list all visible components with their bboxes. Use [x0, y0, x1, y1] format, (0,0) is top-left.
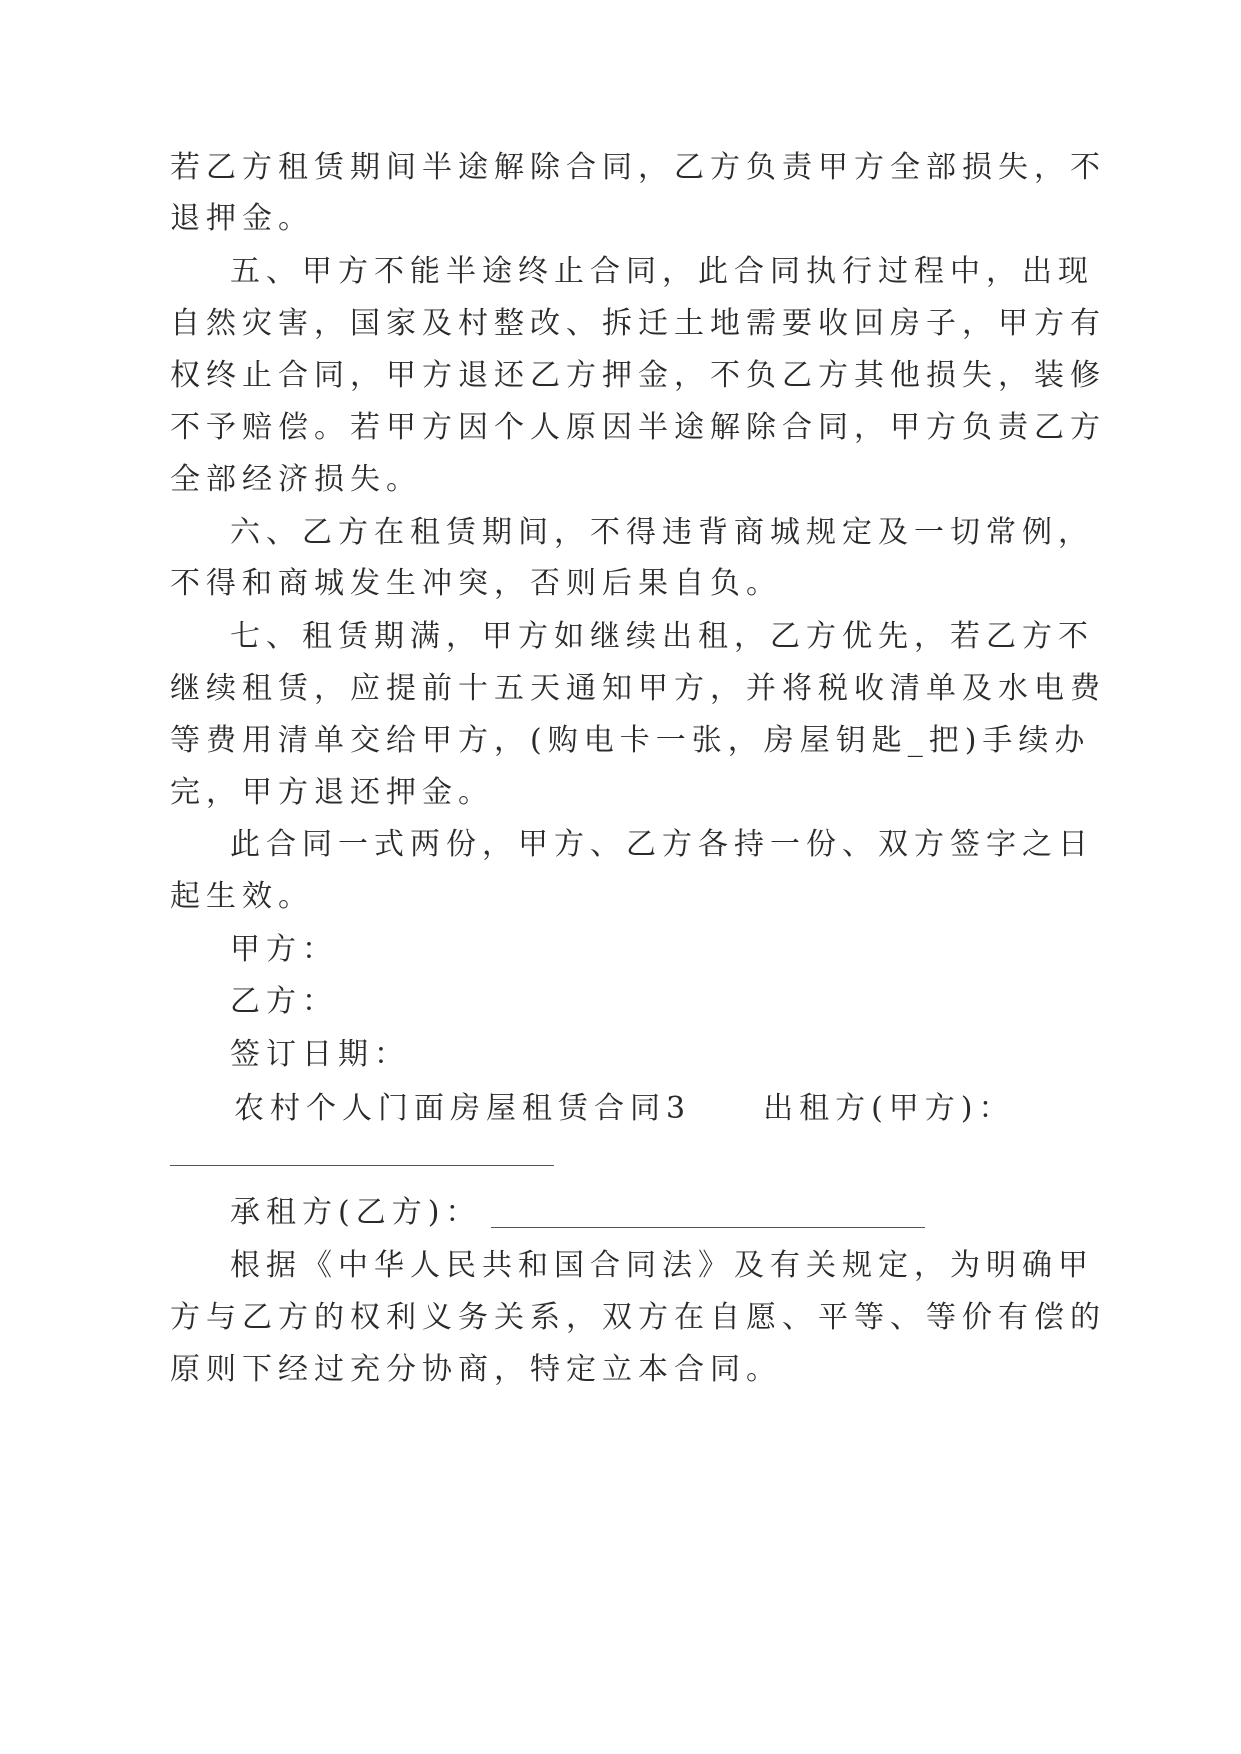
lessor-blank-line: [170, 1165, 554, 1166]
contract-title: 农村个人门面房屋租赁合同3: [234, 1091, 692, 1126]
text-line: 原则下经过充分协商，特定立本合同。: [170, 1352, 782, 1387]
copies-clause: 此合同一式两份，甲方、乙方各持一份、双方签字之日: [230, 827, 1094, 862]
text-line: 不予赔偿。若甲方因个人原因半途解除合同，甲方负责乙方: [170, 410, 1106, 445]
text-line: 等费用清单交给甲方，(购电卡一张，房屋钥匙_把)手续办: [170, 723, 1091, 758]
lessor-label: 出租方(甲方)：: [763, 1091, 1015, 1126]
signing-date-label: 签订日期：: [230, 1037, 410, 1072]
clause-5-start: 五、甲方不能半途终止合同，此合同执行过程中，出现: [230, 254, 1094, 289]
text-line: 方与乙方的权利义务关系，双方在自愿、平等、等价有偿的: [170, 1300, 1106, 1335]
text-line: 全部经济损失。: [170, 462, 422, 497]
party-b-signature-label: 乙方：: [230, 984, 338, 1019]
text-line: 若乙方租赁期间半途解除合同，乙方负责甲方全部损失，不: [170, 150, 1106, 185]
lessee-label: 承租方(乙方)：: [230, 1195, 482, 1230]
lessee-line: [230, 1193, 925, 1233]
party-a-signature-label: 甲方：: [230, 932, 338, 967]
text-line: 自然灾害，国家及村整改、拆迁土地需要收回房子，甲方有: [170, 306, 1106, 341]
preamble-start: 根据《中华人民共和国合同法》及有关规定，为明确甲: [230, 1248, 1094, 1283]
contract-title-line: [234, 1089, 1015, 1129]
text-line: 起生效。: [170, 879, 314, 914]
clause-6-start: 六、乙方在租赁期间，不得违背商城规定及一切常例，: [230, 515, 1094, 550]
text-line: 退押金。: [170, 201, 314, 236]
text-line: 不得和商城发生冲突，否则后果自负。: [170, 566, 782, 601]
clause-7-start: 七、租赁期满，甲方如继续出租，乙方优先，若乙方不: [230, 619, 1094, 654]
text-line: 权终止合同，甲方退还乙方押金，不负乙方其他损失，装修: [170, 358, 1106, 393]
text-line: 完，甲方退还押金。: [170, 775, 494, 810]
text-line: 继续租赁，应提前十五天通知甲方，并将税收清单及水电费: [170, 671, 1106, 706]
lessee-blank-line: [491, 1225, 925, 1228]
